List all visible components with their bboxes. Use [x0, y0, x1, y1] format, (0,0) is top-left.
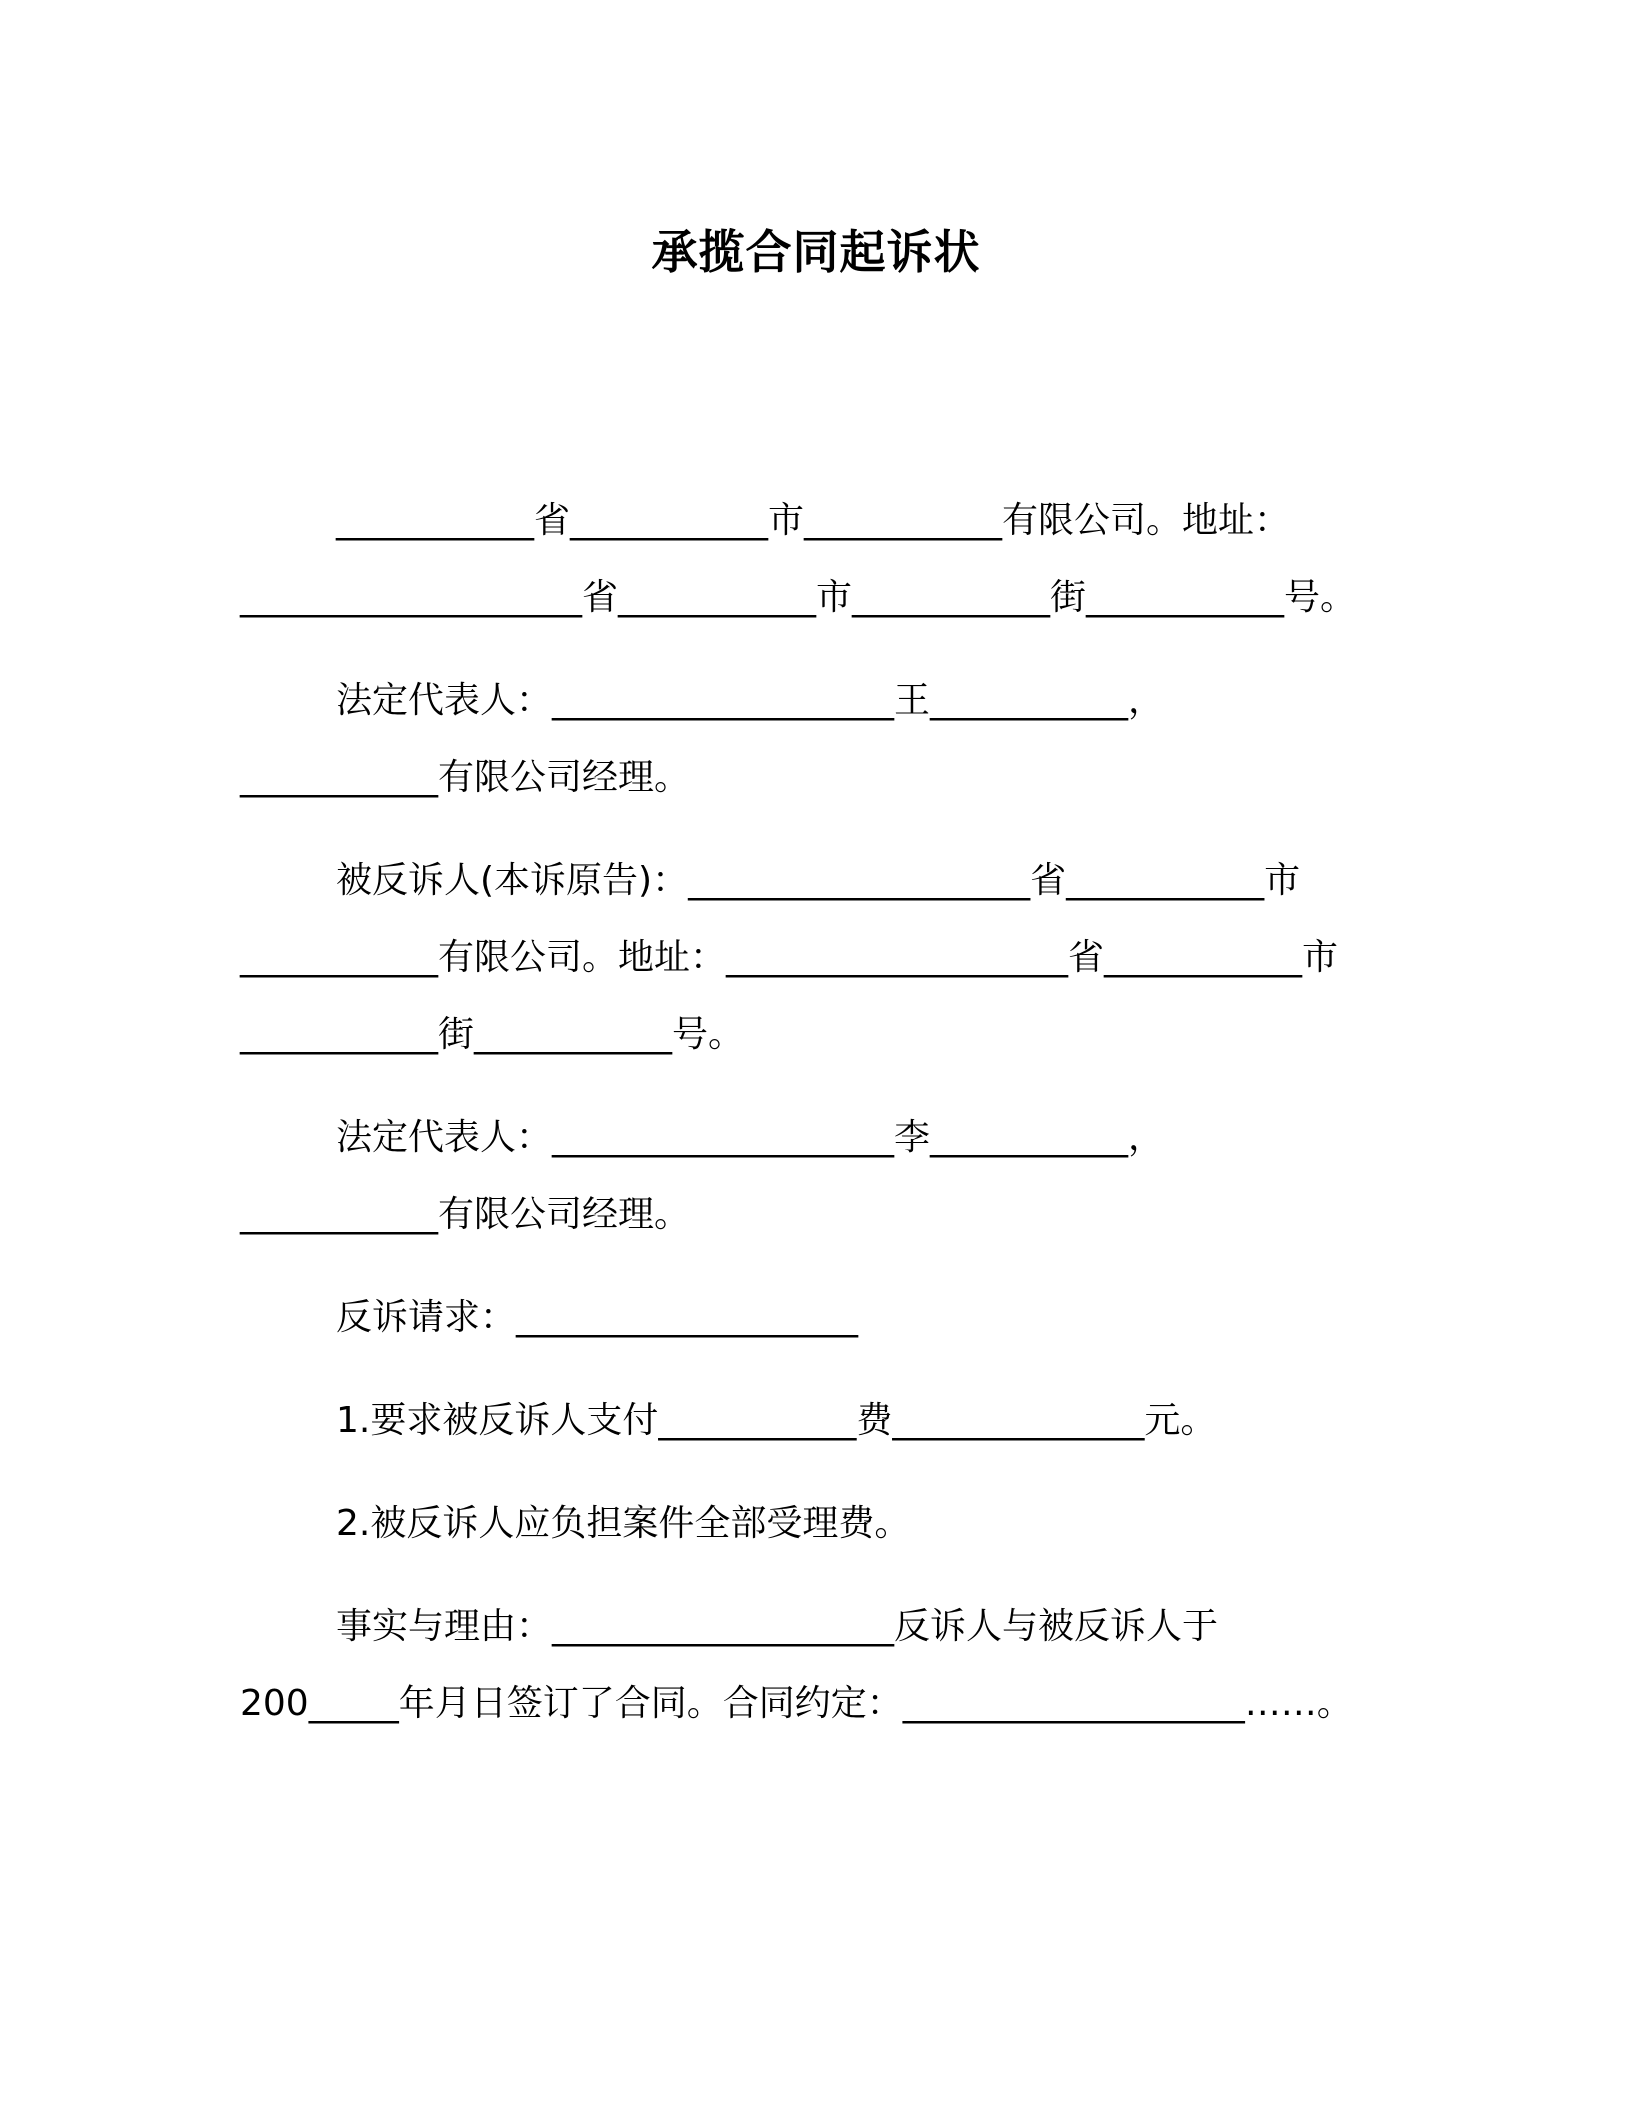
- text-line-respondent-street: ___________街___________号。: [240, 1014, 745, 1055]
- text-line-legal-rep-2: 法定代表人：___________________李___________，: [336, 1117, 1165, 1158]
- document-title: 承揽合同起诉状: [651, 225, 981, 279]
- text-line-request-1: 1.要求被反诉人支付___________费______________元。: [336, 1400, 1217, 1441]
- text-line-legal-rep-1-title: ___________有限公司经理。: [240, 757, 691, 798]
- text-line-counterclaim-request: 反诉请求：___________________: [336, 1297, 859, 1338]
- text-line-contract-date: 200_____年月日签订了合同。合同约定：___________________……。: [240, 1683, 1353, 1724]
- text-line-respondent-company-address: ___________有限公司。地址：___________________省___________市: [240, 937, 1339, 978]
- text-line-legal-rep-2-title: ___________有限公司经理。: [240, 1194, 691, 1235]
- text-line-respondent: 被反诉人(本诉原告)：___________________省___________市: [336, 860, 1301, 901]
- text-line-facts-reasons: 事实与理由：___________________反诉人与被反诉人于: [336, 1606, 1219, 1647]
- text-line-counterclaimant-address: ___________________省___________市___________街___________号。: [240, 577, 1356, 618]
- text-line-legal-rep-1: 法定代表人：___________________王___________，: [336, 680, 1165, 721]
- text-line-request-2: 2.被反诉人应负担案件全部受理费。: [336, 1503, 911, 1544]
- text-line-counterclaimant-company: ___________省___________市___________有限公司。地址：: [336, 500, 1291, 541]
